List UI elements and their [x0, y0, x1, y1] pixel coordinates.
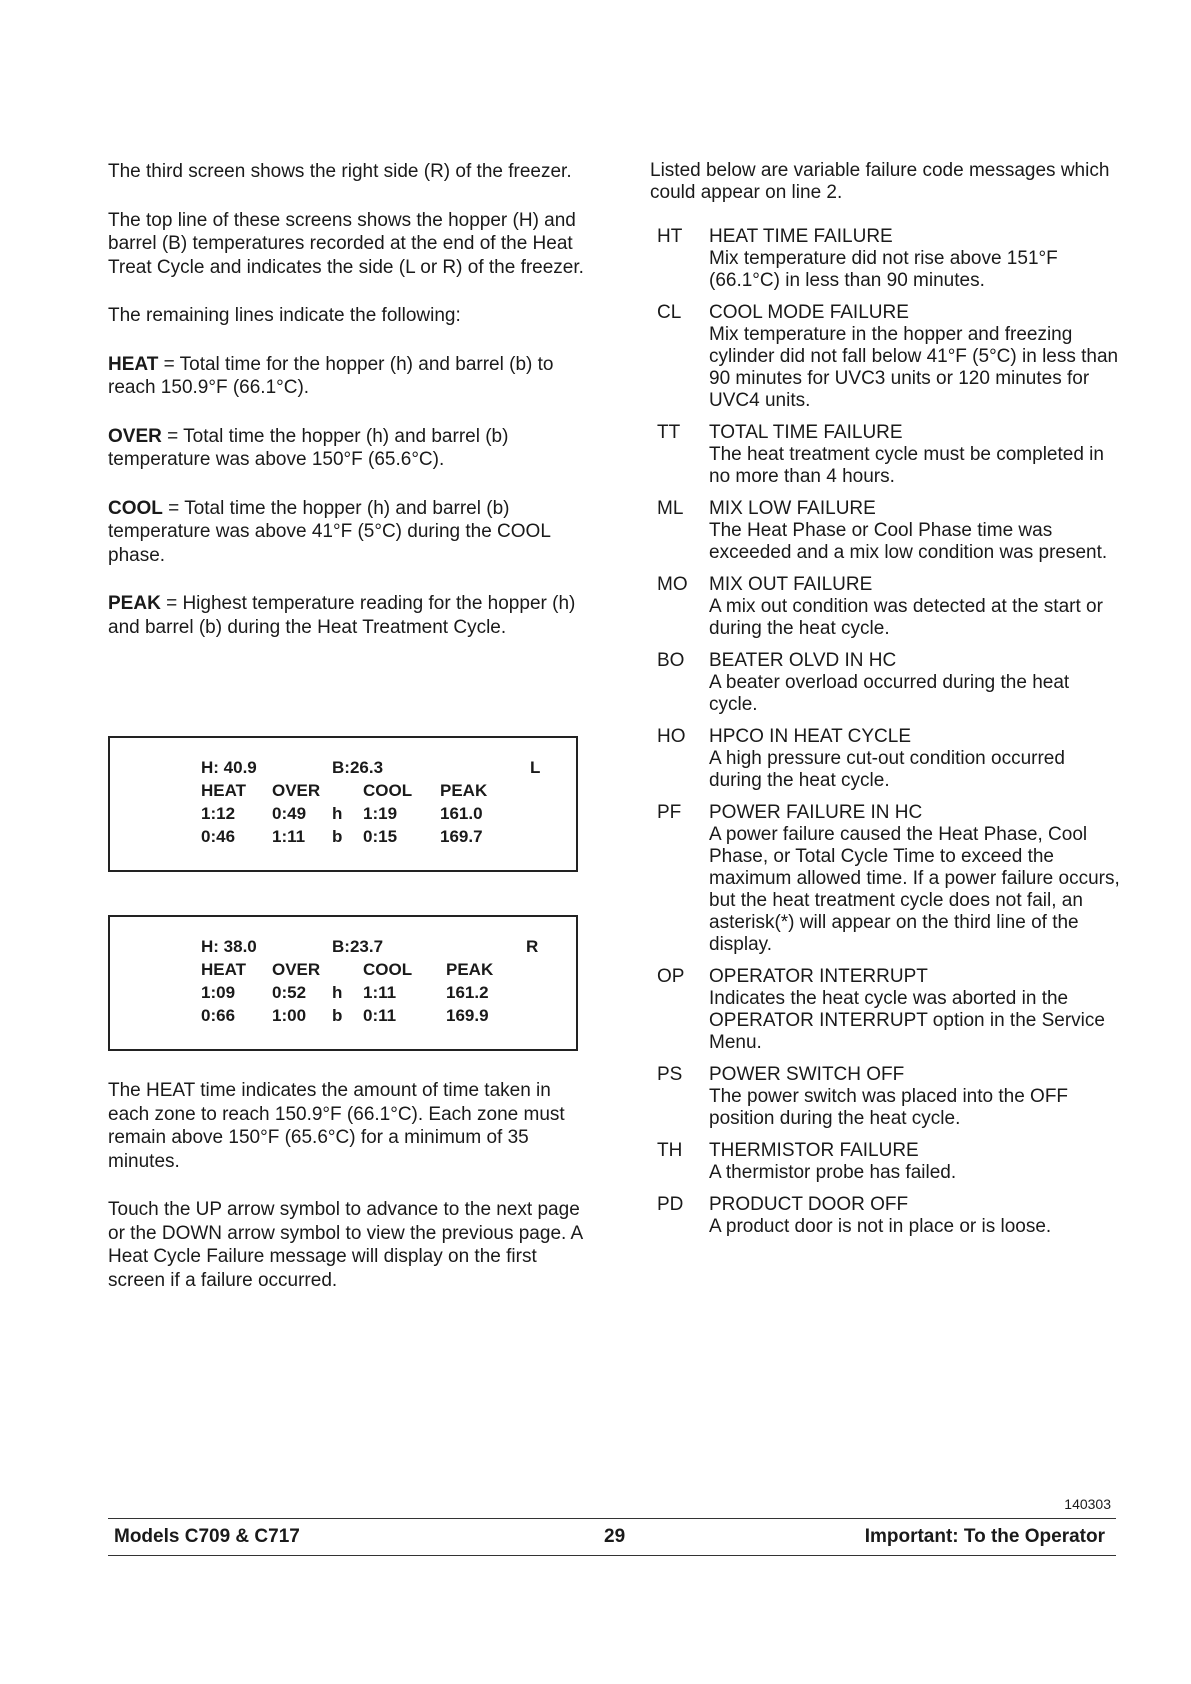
failure-code: ML	[657, 498, 684, 519]
header-over: OVER	[272, 781, 321, 800]
failure-code-body	[709, 966, 1120, 1054]
failure-code-description: A product door is not in place or is loose.	[709, 1216, 1052, 1237]
failure-code-body	[709, 650, 1120, 716]
left-column-lower	[108, 1079, 588, 1317]
footer-section-title: Important: To the Operator	[864, 1526, 1105, 1547]
failure-code-item	[650, 650, 1120, 716]
cool-def-text: = Total time the hopper (h) and barrel (b) temperature was above 41°F (5°C) during the COOL phase.	[108, 497, 551, 566]
failure-code-title: TOTAL TIME FAILURE	[709, 422, 903, 443]
display-temp-row	[110, 937, 576, 959]
header-peak: PEAK	[446, 960, 494, 979]
hopper-temp: H: 40.9	[201, 758, 257, 777]
barrel-heat: 0:46	[201, 827, 236, 846]
barrel-heat: 0:66	[201, 1006, 236, 1025]
failure-code-description: The heat treatment cycle must be completed in no more than 4 hours.	[709, 444, 1104, 487]
cool-definition	[108, 497, 588, 568]
hopper-heat: 1:09	[201, 983, 236, 1002]
barrel-temp: B:23.7	[332, 937, 384, 956]
failure-code-body	[709, 726, 1120, 792]
display-screen-right	[108, 915, 578, 1051]
over-definition	[108, 425, 588, 472]
failure-code-title: BEATER OLVD IN HC	[709, 650, 897, 671]
barrel-over: 1:11	[272, 827, 306, 846]
failure-code-item	[650, 302, 1120, 412]
footer-divider-bottom	[108, 1555, 1116, 1556]
failure-code-title: HPCO IN HEAT CYCLE	[709, 726, 912, 747]
display-hopper-row	[110, 804, 576, 826]
hopper-over: 0:52	[272, 983, 307, 1002]
failure-code: PS	[657, 1064, 683, 1085]
display-barrel-row	[110, 1006, 576, 1028]
failure-code-body	[709, 1194, 1120, 1238]
failure-code-body	[709, 802, 1120, 956]
failure-codes-intro: Listed below are variable failure code messages which could appear on line 2.	[650, 160, 1110, 203]
hopper-over: 0:49	[272, 804, 307, 823]
footer-models: Models C709 & C717	[114, 1526, 300, 1547]
hopper-peak: 161.0	[440, 804, 483, 823]
failure-code-body	[709, 1064, 1120, 1130]
header-heat: HEAT	[201, 960, 247, 979]
failure-code-title: MIX OUT FAILURE	[709, 574, 873, 595]
left-column	[108, 160, 588, 664]
failure-code-body	[709, 1140, 1120, 1184]
hopper-zone: h	[332, 804, 343, 823]
display-temp-row	[110, 758, 576, 780]
display-header-row	[110, 960, 576, 982]
hopper-cool: 1:19	[363, 804, 398, 823]
failure-code-title: COOL MODE FAILURE	[709, 302, 909, 323]
failure-code: MO	[657, 574, 688, 595]
peak-def-text: = Highest temperature reading for the hopper (h) and barrel (b) during the Heat Treatment Cycle.	[108, 593, 576, 638]
heat-def-text: = Total time for the hopper (h) and barrel (b) to reach 150.9°F (66.1°C).	[108, 353, 554, 398]
footer-divider-top	[108, 1518, 1116, 1519]
page-number: 29	[604, 1526, 626, 1547]
failure-code-item	[650, 1140, 1120, 1184]
failure-code-description: A power failure caused the Heat Phase, Cool Phase, or Total Cycle Time to exceed the maximum allowed time. If a power failure occurs, but the heat treatment cycle does not fail, an asterisk(*) will appear on the third line of the display.	[709, 824, 1120, 955]
peak-term: PEAK	[108, 593, 161, 614]
failure-code: BO	[657, 650, 685, 671]
display-hopper-row	[110, 983, 576, 1005]
failure-code: TT	[657, 422, 681, 443]
failure-code: HO	[657, 726, 686, 747]
failure-code-item	[650, 1064, 1120, 1130]
failure-code: HT	[657, 226, 683, 247]
over-term: OVER	[108, 425, 162, 447]
cool-term: COOL	[108, 497, 163, 519]
barrel-peak: 169.9	[446, 1006, 489, 1025]
navigation-paragraph: Touch the UP arrow symbol to advance to the next page or the DOWN arrow symbol to view the previous page. A Heat Cycle Failure message will display on the first screen if a failure occurred.	[108, 1199, 583, 1291]
peak-definition	[108, 592, 588, 639]
failure-code-description: The Heat Phase or Cool Phase time was exceeded and a mix low condition was present.	[709, 520, 1108, 563]
hopper-peak: 161.2	[446, 983, 489, 1002]
failure-code-description: A beater overload occurred during the heat cycle.	[709, 672, 1070, 715]
over-def-text: = Total time the hopper (h) and barrel (b) temperature was above 150°F (65.6°C).	[108, 425, 509, 470]
failure-code-title: POWER FAILURE IN HC	[709, 802, 923, 823]
hopper-heat: 1:12	[201, 804, 236, 823]
hopper-temp: H: 38.0	[201, 937, 257, 956]
remaining-lines-paragraph: The remaining lines indicate the following:	[108, 305, 461, 326]
failure-code-title: OPERATOR INTERRUPT	[709, 966, 928, 987]
heat-time-paragraph: The HEAT time indicates the amount of time taken in each zone to reach 150.9°F (66.1°C). Each zone must remain above 150°F (65.6°C) for a minimum of 35 minutes.	[108, 1080, 565, 1172]
failure-code: CL	[657, 302, 682, 323]
failure-code-description: Mix temperature in the hopper and freezing cylinder did not fall below 41°F (5°C) in less than 90 minutes for UVC3 units or 120 minutes for UVC4 units.	[709, 324, 1119, 411]
barrel-zone: b	[332, 827, 343, 846]
hopper-cool: 1:11	[363, 983, 397, 1002]
top-line-paragraph: The top line of these screens shows the hopper (H) and barrel (B) temperatures recorded at the end of the Heat Treat Cycle and indicates the side (L or R) of the freezer.	[108, 209, 584, 278]
failure-code-title: HEAT TIME FAILURE	[709, 226, 893, 247]
failure-code-description: Indicates the heat cycle was aborted in the OPERATOR INTERRUPT option in the Service Menu.	[709, 988, 1105, 1053]
side-indicator: L	[530, 758, 541, 777]
failure-code-list	[650, 226, 1120, 1238]
failure-code-title: PRODUCT DOOR OFF	[709, 1194, 909, 1215]
failure-code-item	[650, 1194, 1120, 1238]
failure-code-description: A mix out condition was detected at the start or during the heat cycle.	[709, 596, 1103, 639]
failure-code-description: The power switch was placed into the OFF position during the heat cycle.	[709, 1086, 1069, 1129]
failure-code: PF	[657, 802, 682, 823]
heat-definition	[108, 353, 588, 400]
header-cool: COOL	[363, 781, 413, 800]
failure-code-description: A high pressure cut-out condition occurred during the heat cycle.	[709, 748, 1065, 791]
failure-code-body	[709, 498, 1120, 564]
failure-code-title: POWER SWITCH OFF	[709, 1064, 905, 1085]
header-heat: HEAT	[201, 781, 247, 800]
display-header-row	[110, 781, 576, 803]
hopper-zone: h	[332, 983, 343, 1002]
failure-code: TH	[657, 1140, 683, 1161]
failure-code-item	[650, 226, 1120, 292]
failure-code-body	[709, 574, 1120, 640]
barrel-cool: 0:11	[363, 1006, 397, 1025]
header-cool: COOL	[363, 960, 413, 979]
barrel-cool: 0:15	[363, 827, 398, 846]
header-over: OVER	[272, 960, 321, 979]
failure-code-body	[709, 422, 1120, 488]
barrel-peak: 169.7	[440, 827, 483, 846]
failure-code-item	[650, 574, 1120, 640]
failure-code: OP	[657, 966, 685, 987]
failure-code-item	[650, 422, 1120, 488]
header-peak: PEAK	[440, 781, 488, 800]
heat-term: HEAT	[108, 353, 159, 375]
side-indicator: R	[526, 937, 539, 956]
barrel-temp: B:26.3	[332, 758, 384, 777]
display-barrel-row	[110, 827, 576, 849]
failure-code-item	[650, 802, 1120, 956]
document-number: 140303	[1064, 1496, 1111, 1512]
display-screen-left	[108, 736, 578, 872]
intro-paragraph: The third screen shows the right side (R) of the freezer.	[108, 161, 572, 182]
failure-code-item	[650, 498, 1120, 564]
right-column	[650, 160, 1120, 1248]
barrel-zone: b	[332, 1006, 343, 1025]
failure-code-description: Mix temperature did not rise above 151°F (66.1°C) in less than 90 minutes.	[709, 248, 1058, 291]
failure-code-title: THERMISTOR FAILURE	[709, 1140, 919, 1161]
failure-code-item	[650, 726, 1120, 792]
failure-code-body	[709, 226, 1120, 292]
failure-code-title: MIX LOW FAILURE	[709, 498, 876, 519]
failure-code-description: A thermistor probe has failed.	[709, 1162, 957, 1183]
failure-code-body	[709, 302, 1120, 412]
failure-code-item	[650, 966, 1120, 1054]
barrel-over: 1:00	[272, 1006, 307, 1025]
failure-code: PD	[657, 1194, 684, 1215]
